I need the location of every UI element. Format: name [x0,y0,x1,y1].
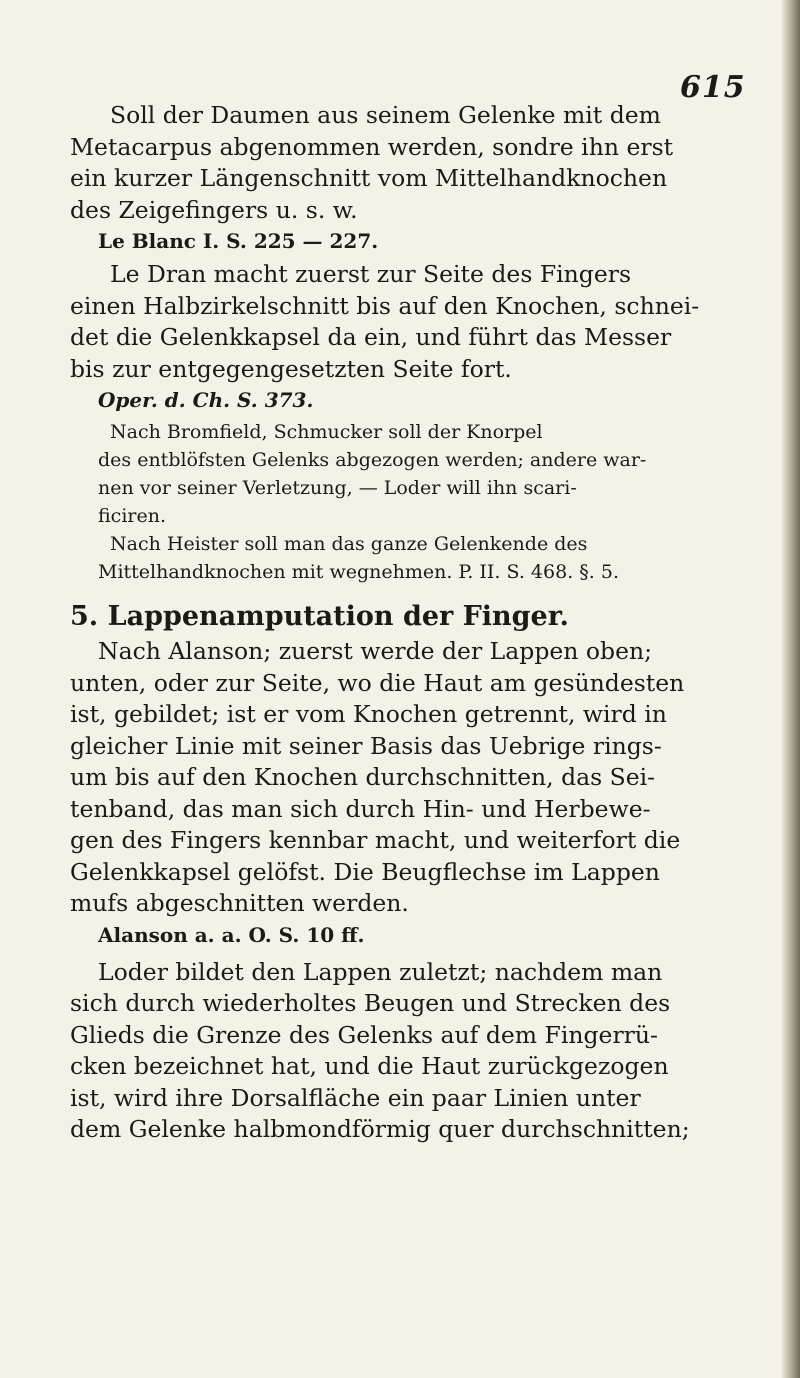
paragraph-loder [70,957,770,1146]
text-line: Le Dran macht zuerst zur Seite des Fingers [110,260,632,288]
text-line: Gelenkkapsel gelöfst. Die Beugflechse im Lappen [70,857,660,886]
paragraph-daumen [70,100,770,257]
note-line: des entblöfsten Gelenks abgezogen werden; andere war- [98,449,647,471]
text-line: Nach Alanson; zuerst werde der Lappen oben; [98,637,653,665]
page-edge [782,0,800,1378]
text-line: Soll der Daumen aus seinem Gelenke mit dem [110,101,661,129]
text-line: dem Gelenke halbmondförmig quer durchschnitten; [70,1115,690,1143]
text-line: Metacarpus abgenommen werden, sondre ihn erst [70,132,674,161]
notes-block [70,418,770,586]
text-line: ein kurzer Längenschnitt vom Mittelhandknochen [70,164,668,192]
text-line: unten, oder zur Seite, wo die Haut am gesündesten [70,668,685,697]
page-text [70,100,770,1146]
note-line: Nach Bromfield, Schmucker soll der Knorpel [110,421,543,443]
text-line: sich durch wiederholtes Beugen und Strecken des [70,989,671,1017]
note-line: ficiren. [98,505,166,527]
text-line: bis zur entgegengesetzten Seite fort. [70,354,512,383]
text-line: Glieds die Grenze des Gelenks auf dem Fingerrü- [70,1020,658,1049]
reference: Oper. d. Ch. S. 373. [98,388,314,412]
text-line: gleicher Linie mit seiner Basis das Uebrige rings- [70,731,662,760]
text-line: ist, gebildet; ist er vom Knochen getrennt, wird in [70,700,667,728]
section-lappenamputation [70,598,770,951]
note-line: Mittelhandknochen mit wegnehmen. P. II. S. 468. §. 5. [98,561,619,583]
text-line: um bis auf den Knochen durchschnitten, das Sei- [70,763,656,791]
reference: Alanson a. a. O. S. 10 ff. [98,922,365,947]
page-number: 615 [680,70,746,105]
text-line: ist, wird ihre Dorsalfläche ein paar Linien unter [70,1083,641,1112]
paragraph-le-dran [70,259,770,416]
text-line: einen Halbzirkelschnitt bis auf den Knochen, schnei- [70,291,700,320]
reference: Le Blanc I. S. 225 — 227. [98,229,379,253]
note-line: nen vor seiner Verletzung, — Loder will ihn scari- [98,477,577,499]
note-line: Nach Heister soll man das ganze Gelenkende des [110,533,588,555]
section-heading: 5. Lappenamputation der Finger. [70,601,569,632]
text-line: des Zeigefingers u. s. w. [70,195,358,224]
text-line: mufs abgeschnitten werden. [70,889,409,917]
text-line: Loder bildet den Lappen zuletzt; nachdem man [98,957,663,986]
text-line: tenband, das man sich durch Hin- und Herbewe- [70,794,651,823]
text-line: det die Gelenkkapsel da ein, und führt das Messer [70,323,672,351]
text-line: cken bezeichnet hat, und die Haut zurückgezogen [70,1052,669,1080]
text-line: gen des Fingers kennbar macht, und weiterfort die [70,826,681,854]
